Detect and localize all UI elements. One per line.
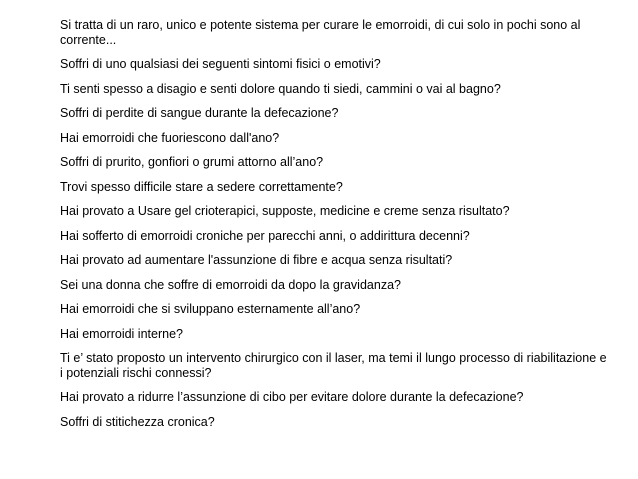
question-food: Hai provato a ridurre l’assunzione di cibo per evitare dolore durante la defecazione? (60, 390, 524, 404)
question-discomfort: Ti senti spesso a disagio e senti dolore quando ti siedi, cammini o vai al bagno? (60, 81, 501, 96)
question-surgery: Ti e’ stato proposto un intervento chirurgico con il laser, ma temi il lungo processo di riabilitazione e i potenziali rischi connessi? (60, 351, 607, 380)
question-prolapse: Hai emorroidi che fuoriescono dall'ano? (60, 130, 280, 145)
question-constipation: Soffri di stitichezza cronica? (60, 414, 215, 429)
question-fiber: Hai provato ad aumentare l'assunzione di fibre e acqua senza risultati? (60, 253, 453, 267)
question-treatments: Hai provato a Usare gel crioterapici, supposte, medicine e creme senza risultato? (60, 204, 510, 218)
document-body (60, 18, 608, 439)
question-internal: Hai emorroidi interne? (60, 326, 183, 341)
question-external: Hai emorroidi che si sviluppano esternamente all’ano? (60, 302, 361, 316)
intro-paragraph: Si tratta di un raro, unico e potente sistema per curare le emorroidi, di cui solo in pochi sono al corrente... (60, 18, 581, 47)
question-chronic: Hai sofferto di emorroidi croniche per parecchi anni, o addirittura decenni? (60, 228, 470, 243)
question-symptoms: Soffri di uno qualsiasi dei seguenti sintomi fisici o emotivi? (60, 57, 381, 71)
question-sitting: Trovi spesso difficile stare a sedere correttamente? (60, 179, 343, 194)
question-pregnancy: Sei una donna che soffre di emorroidi da dopo la gravidanza? (60, 277, 401, 292)
question-bleeding: Soffri di perdite di sangue durante la defecazione? (60, 106, 339, 120)
question-itching: Soffri di prurito, gonfiori o grumi attorno all’ano? (60, 155, 324, 169)
